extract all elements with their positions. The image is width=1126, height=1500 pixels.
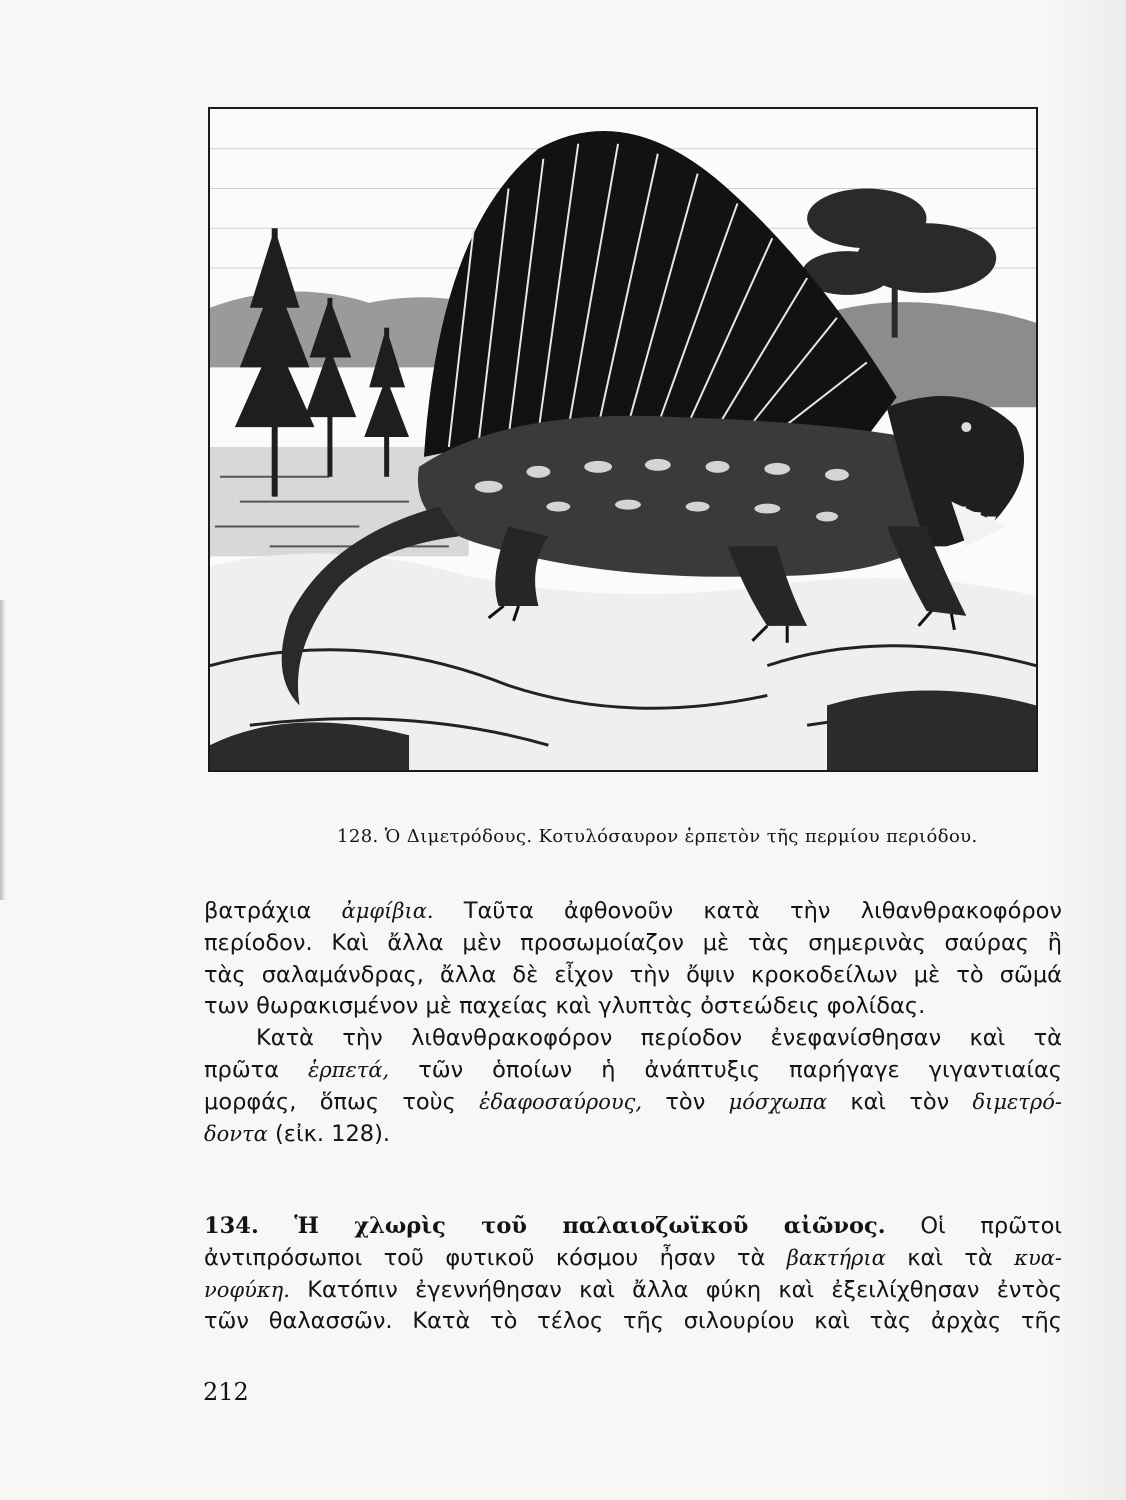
dimetrodon-illustration — [210, 109, 1036, 770]
binding-gutter — [0, 600, 6, 900]
text-line: περίοδον. Καὶ ἄλλα μὲν προσωμοίαζον μὲ τὰς σημερινὰς σαύρας ἢ — [204, 929, 1062, 956]
text-line: Κατὰ τὴν λιθανθρακοφόρον περίοδον ἐνεφανίσθησαν καὶ τὰ — [256, 1025, 1062, 1052]
text-line: νοφύκη. Κατόπιν ἐγεννήθησαν καὶ ἄλλα φύκη καὶ ἐξειλίχθησαν ἐντὸς — [204, 1276, 1062, 1303]
text-line: των θωρακισμένον μὲ παχείας καὶ γλυπτὰς ὀστεώδεις φολίδας. — [204, 993, 926, 1020]
text-line: μορφάς, ὅπως τοὺς ἐδαφοσαύρους, τὸν μόσχωπα καὶ τὸν διμετρό- — [204, 1088, 1062, 1115]
page-number: 212 — [203, 1378, 249, 1406]
figure-caption: 128. Ὁ Διμετρόδους. Κοτυλόσαυρον ἑρπετὸν τῆς περμίου περιόδου. — [337, 826, 978, 847]
text-line: τὰς σαλαμάνδρας, ἄλλα δὲ εἶχον τὴν ὄψιν κροκοδείλων μὲ τὸ σῶμά — [204, 961, 1062, 988]
text-line: ἀντιπρόσωποι τοῦ φυτικοῦ κόσμου ἦσαν τὰ βακτήρια καὶ τὰ κυα- — [204, 1244, 1062, 1271]
text-line: 134. Ἡ χλωρὶς τοῦ παλαιοζωϊκοῦ αἰῶνος. Οἱ πρῶτοι — [204, 1213, 1062, 1239]
text-line: τῶν θαλασσῶν. Κατὰ τὸ τέλος τῆς σιλουρίου καὶ τὰς ἀρχὰς τῆς — [204, 1308, 1062, 1335]
section-heading: 134. Ἡ χλωρὶς τοῦ παλαιοζωϊκοῦ αἰῶνος. — [204, 1213, 886, 1239]
body-text-upper — [204, 896, 1062, 1150]
text-line: πρῶτα ἑρπετά, τῶν ὁποίων ἡ ἀνάπτυξις παρήγαγε γιγαντιαίας — [204, 1056, 1062, 1083]
text-line: δοντα (εἰκ. 128). — [204, 1120, 391, 1147]
figure-dimetrodon — [208, 107, 1038, 772]
section-134 — [204, 1211, 1062, 1338]
text-line: βατράχια ἀμφίβια. Ταῦτα ἀφθονοῦν κατὰ τὴν λιθανθρακοφόρον — [204, 898, 1062, 924]
